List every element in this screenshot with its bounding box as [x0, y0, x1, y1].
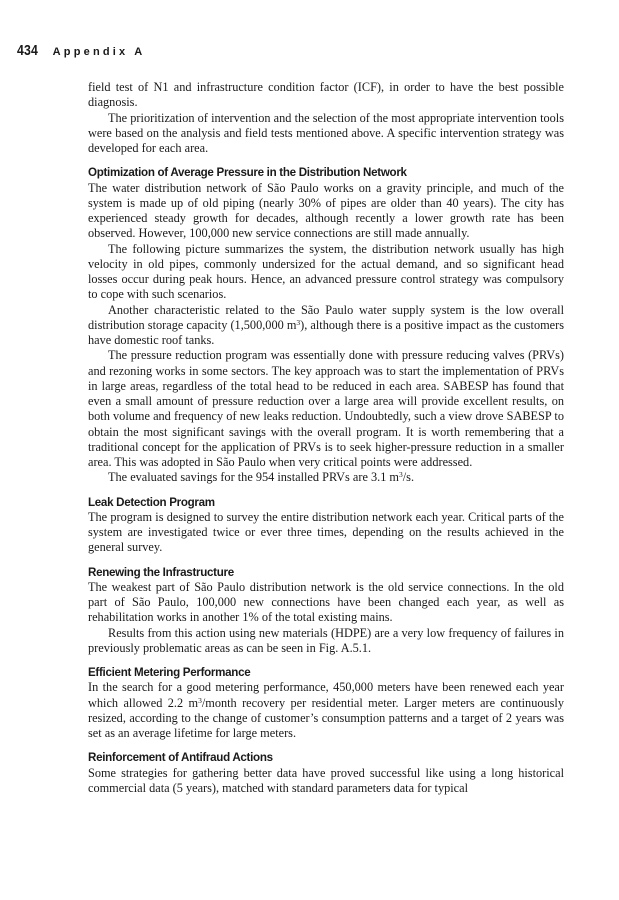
section-heading-renewing-infrastructure: Renewing the Infrastructure: [88, 565, 234, 579]
paragraph: field test of N1 and infrastructure condition factor (ICF), in order to have the best possible diagnosis.: [88, 80, 564, 110]
section-heading-metering-performance: Efficient Metering Performance: [88, 666, 251, 679]
superscript: 3: [198, 695, 202, 705]
paragraph: The following picture summarizes the system, the distribution network usually has high velocity in old pipes, commonly undersized for the actual demand, and so significant head losses occur during peak hours. Hence, an advanced pressure control strategy was compulsory to cope with such scenarios.: [88, 241, 564, 302]
paragraph: Results from this action using new materials (HDPE) are a very low frequency of failures in previously problematic areas as can be seen in Fig. A.5.1.: [88, 625, 564, 655]
paragraph: The prioritization of intervention and the selection of the most appropriate intervention tools were based on the analysis and field tests mentioned above. A specific intervention strategy was developed for each area.: [88, 110, 564, 155]
text-run: /s.: [402, 470, 415, 485]
paragraph: Some strategies for gathering better data have proved successful like using a long historical commercial data (5 years), matched with standard parameters data for typical: [88, 765, 564, 795]
text-run: Another characteristic related to the São Paulo water supply system is the low overall distribution storage capacity (1,500,000 m: [88, 302, 564, 332]
paragraph: The weakest part of São Paulo distribution network is the old service connections. In the old part of São Paulo, 100,000 new connections have been changed each year, as well as rehabilitation works in another 1% of the total existing mains.: [88, 579, 564, 625]
paragraph: The program is designed to survey the entire distribution network each year. Critical parts of the system are investigated twice or ever three times, depending on the results achieved in the general survey.: [88, 509, 564, 555]
running-head: [17, 42, 145, 59]
section-heading-antifraud: Reinforcement of Antifraud Actions: [88, 751, 273, 765]
section-heading-pressure-optimization: Optimization of Average Pressure in the Distribution Network: [88, 166, 407, 180]
paragraph: [88, 470, 564, 485]
text-run: /month recovery per residential meter. Larger meters are continuously resized, according to the change of customer’s consumption patterns and a target of 2 years was set as an average lifetime for large meters.: [88, 695, 564, 740]
appendix-label: Appendix A: [52, 46, 146, 58]
text-run: In the search for a good metering performance, 450,000 meters have been renewed each year which allowed 2.2 m: [88, 680, 564, 710]
superscript: 3: [296, 317, 301, 327]
paragraph: The pressure reduction program was essentially done with pressure reducing valves (PRVs) and rezoning works in some sectors. The key approach was to start the implementation of PRVs in large areas, regardless of the total head to be reduced in each area. SABESP has found that even a small amount of pressure reduction over a large area will provide excellent results, on both volume and frequency of new leaks reduction. Undoubtedly, such a view drove SABESP to obtain the most significant savings with the overall program. It is worth remembering that a traditional concept for the application of PRVs is to seek higher-pressure reduction in a smaller area. This was adopted in São Paulo when very critical points were addressed.: [88, 348, 564, 469]
paragraph: [88, 303, 564, 349]
text-run: The evaluated savings for the 954 installed PRVs are 3.1 m: [108, 470, 399, 485]
body-text: [88, 80, 564, 796]
paragraph: The water distribution network of São Paulo works on a gravity principle, and much of the system is made up of old piping (nearly 30% of pipes are older than 40 years). The city has experienced steady growth for decades, although recently a lower growth rate has been observed. However, 100,000 new service connections are still made annually.: [88, 180, 564, 241]
superscript: 3: [399, 470, 403, 480]
text-run: ), although there is a positive impact as the customers have domestic roof tanks.: [88, 317, 564, 347]
paragraph: [88, 680, 564, 741]
page-number: 434: [17, 42, 39, 59]
section-heading-leak-detection: Leak Detection Program: [88, 495, 215, 509]
